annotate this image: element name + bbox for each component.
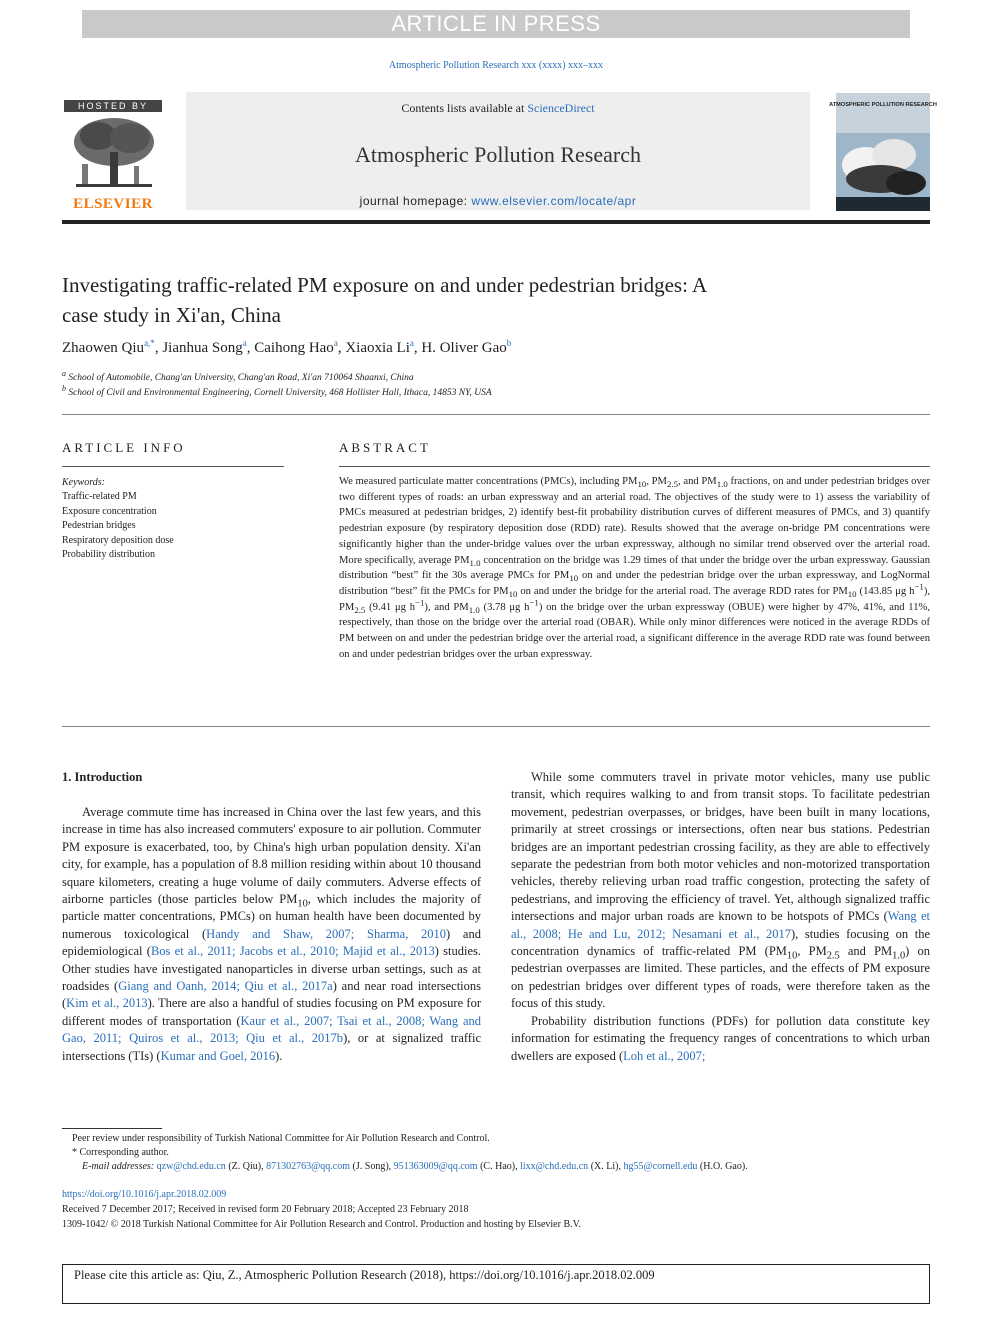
journal-reference-link[interactable]: Atmospheric Pollution Research xxx (xxxx) xxx–xxx [388,60,604,71]
author-affiliation-mark[interactable]: a [409,338,414,348]
sciencedirect-link[interactable]: ScienceDirect [527,101,595,115]
author-name[interactable]: H. Oliver Gao [421,340,507,356]
author-name[interactable]: Zhaowen Qiu [62,340,145,356]
copyright-notice: 1309-1042/ © 2018 Turkish National Committee for Air Pollution Research and Control. Production and hosting by Elsevier B.V. [62,1219,582,1230]
citation-link[interactable]: Kumar and Goel, 2016 [160,1048,276,1063]
author-name[interactable]: Caihong Hao [254,340,334,356]
homepage-link[interactable]: www.elsevier.com/locate/apr [471,194,637,208]
body-column-left [62,804,481,1065]
affiliation-a-text: School of Automobile, Chang'an University, Chang'an Road, Xi'an 710064 Shaanxi, China [68,373,414,383]
email-link[interactable]: 871302763@qq.com [266,1161,351,1172]
author-affiliation-mark[interactable]: a [333,338,338,348]
contents-available-line [186,101,810,116]
citation-link[interactable]: Bos et al., 2011; Jacobs et al., 2010; Majid et al., 2013 [150,944,435,959]
keywords-block [62,476,284,562]
divider [62,414,930,415]
homepage-prefix: journal homepage: [359,194,472,208]
citation-link[interactable]: Kaur et al., 2007; Tsai et al., 2008; Wang and Gao, 2011; Quiros et al., 2013; Qiu et al., 2017b [62,1013,481,1046]
affiliation-b-mark: b [62,383,66,393]
journal-homepage-line [186,194,810,208]
paragraph: While some commuters travel in private motor vehicles, many use public transit, which requires walking to and from transit stops. To facilitate pedestrian movement, pedestrian overpasses, or bridges, have been built in many locations, primarily at street crossings or intersections, often near bus stations. Pedestrian bridges are an important pedestrian crossing facility, as they are able to effectively separate the pedestrian from both motor vehicles and non-motorized transportation vehicles, thereby relieving urban road traffic congestion, protecting the safety of pedestrians, and improving the efficiency of travel. Yet, although signalized traffic intersections and major urban roads are known to be hotspots of PMCs (Wang et al., 2008; He and Lu, 2012; Nesamani et al., 2017), studies focusing on the concentration dynamics of traffic-related PM ($PM_{10}$, $PM_{2.5}$ and $PM_{1.0}$) on pedestrian overpasses are limited. These particles, and the effects of PM exposure on pedestrian bridges over different types of roads, were therefore taken as the focus of this study. [511,770,930,1011]
article-title [62,270,882,330]
section-heading-introduction: 1. Introduction [62,770,143,784]
header-divider [62,220,930,224]
author-name[interactable]: Jianhua Song [162,340,243,356]
hosted-by-label: HOSTED BY [64,100,162,112]
affiliation-b-text: School of Civil and Environmental Engineering, Cornell University, 468 Hollister Hall, Ithaca, 14853 NY, USA [68,388,492,398]
article-info-heading: ARTICLE INFO [62,440,186,455]
author-affiliation-mark[interactable]: a,* [144,338,155,348]
email-link[interactable]: hg55@cornell.edu [623,1161,698,1172]
contents-prefix: Contents lists available at [401,101,528,115]
abstract-text: We measured particulate matter concentrations (PMCs), including $PM_{10}$, $PM_{2.5}$, and $PM_{1.0}$ fractions, on and under pedestrian bridges over two different types of roads: an urban expressway and an arterial road. The objectives of the study were to 1) assess the variability of PMCs measured at pedestrian bridges, 2) identify best-fit probability distribution curves of different measures of PMCs, and 3) quantify pedestrian exposure (by respiratory deposition dose (RDD) rate). Results showed that the average on-bridge PM concentrations were significantly higher than the under-bridge values over the urban expressway, although no similar trend observed over the arterial road. More specifically, average $PM_{1.0}$ concentration on the bridge was 1.29 times of that under the bridge over the urban expressway. Gaussian distribution “best” fit the 30s average PMCs for $PM_{10}$ on and under the pedestrian bridge over the urban expressway, and LogNormal distribution “best” fit the PMCs for $PM_{10}$ on and under the bridge for the arterial road. The average RDD rates for $PM_{10}$ (143.85 μg $h^{-1}$), $PM_{2.5}$ (9.41 μg $h^{-1}$), and $PM_{1.0}$ (3.78 μg $h^{-1}$) on the bridge over the urban expressway (OBUE) were higher by 47%, 41%, and 11%, respectively, than those on the bridge over the arterial road (OBAR). While only minor differences were noticed in the average RDDs of PM between on and under the pedestrian bridge over the arterial road, a significant difference in the average RDD rate was found between on and under pedestrian bridges over the urban expressway. [339,476,930,660]
journal-cover-image[interactable] [829,93,937,211]
affiliation-a-mark: a [62,368,66,378]
author-list: Zhaowen Qiu$^{a,*}$, Jianhua Song$^a$, Caihong Hao$^a$, Xiaoxia Li$^a$, H. Oliver Gao$^b$ [62,338,512,356]
author-affiliation-mark[interactable]: a [242,338,247,348]
footnote-emails: E-mail addresses: qzw@chd.edu.cn (Z. Qiu), 871302763@qq.com (J. Song), 951363009@qq.com (C. Hao), lixx@chd.edu.cn (X. Li), hg55@cornell.edu (H.O. Gao). [82,1161,748,1172]
footnote-peer-review: Peer review under responsibility of Turkish National Committee for Air Pollution Research and Control. [72,1133,490,1144]
paragraph: Average commute time has increased in China over the last few years, and this increase in time has also increased commuters' exposure to air pollution. Commuter PM exposure is exacerbated, too, by China's high urban population density. Xi'an city, for example, has a population of 8.8 million residing within about 10 thousand square kilometers, creating a huge volume of daily commuters. Adverse effects of airborne particles (those particles below $PM_{10}$, which includes the majority of particle matter concentrations, PMCs) on human health have been documented by numerous toxicological (Handy and Shaw, 2007; Sharma, 2010) and epidemiological (Bos et al., 2011; Jacobs et al., 2010; Majid et al., 2013) studies. Other studies have investigated nanoparticles in diverse urban settings, such as at roadsides (Giang and Oanh, 2014; Qiu et al., 2017a) and near road intersections (Kim et al., 2013). There are also a handful of studies focusing on PM exposure for different modes of transportation (Kaur et al., 2007; Tsai et al., 2008; Wang and Gao, 2011; Quiros et al., 2013; Qiu et al., 2017b), or at signalized traffic intersections (TIs) (Kumar and Goel, 2016). [62,805,482,1063]
citation-link[interactable]: Loh et al., 2007; [623,1048,706,1063]
author-name[interactable]: Xiaoxia Li [345,340,410,356]
keywords-label: Keywords: [62,477,105,488]
affiliation-b [62,383,492,398]
keyword-item: Exposure concentration [62,505,157,517]
keyword-item: Probability distribution [62,549,156,561]
abstract-heading: ABSTRACT [339,440,431,455]
keyword-item: Traffic-related PM [62,491,137,503]
divider [62,466,284,467]
author-affiliation-mark[interactable]: b [506,338,512,348]
journal-title[interactable]: Atmospheric Pollution Research [355,142,641,167]
elsevier-wordmark: ELSEVIER [73,196,153,212]
citation-link[interactable]: Handy and Shaw, 2007; Sharma, 2010 [206,926,447,941]
email-link[interactable]: qzw@chd.edu.cn [156,1161,226,1172]
affiliation-a [62,368,414,383]
received-dates: Received 7 December 2017; Received in revised form 20 February 2018; Accepted 23 February 2018 [62,1204,469,1215]
title-line-1: Investigating traffic-related PM exposure on and under pedestrian bridges: A [62,273,708,297]
citation-link[interactable]: Wang et al., 2008; He and Lu, 2012; Nesamani et al., 2017 [511,909,930,941]
email-label: E-mail addresses: [82,1161,157,1172]
title-line-2: case study in Xi'an, China [62,303,281,327]
citation-link[interactable]: Kim et al., 2013 [66,996,148,1011]
keyword-item: Pedestrian bridges [62,520,136,532]
footnote-corresponding-author: * Corresponding author. [72,1147,169,1158]
citation-link[interactable]: Giang and Oanh, 2014; Qiu et al., 2017a [118,979,333,994]
doi-link[interactable]: https://doi.org/10.1016/j.apr.2018.02.009 [62,1189,227,1200]
keyword-item: Respiratory deposition dose [62,534,174,546]
email-link[interactable]: lixx@chd.edu.cn [520,1161,589,1172]
body-column-right [511,769,930,1065]
article-in-press-banner: ARTICLE IN PRESS [82,10,910,38]
email-link[interactable]: 951363009@qq.com [393,1161,478,1172]
divider [339,466,930,467]
paragraph: Probability distribution functions (PDFs) for pollution data constitute key information for estimating the frequency ranges of concentrations to which urban dwellers are exposed (Loh et al., 2007; [511,1013,930,1063]
cover-title-text: ATMOSPHERIC POLLUTION RESEARCH [829,102,937,108]
divider [62,726,930,727]
footnote-divider [62,1128,162,1129]
citation-text: Please cite this article as: Qiu, Z., Atmospheric Pollution Research (2018), https://doi.org/10.1016/j.apr.2018.02.009 [74,1268,655,1282]
